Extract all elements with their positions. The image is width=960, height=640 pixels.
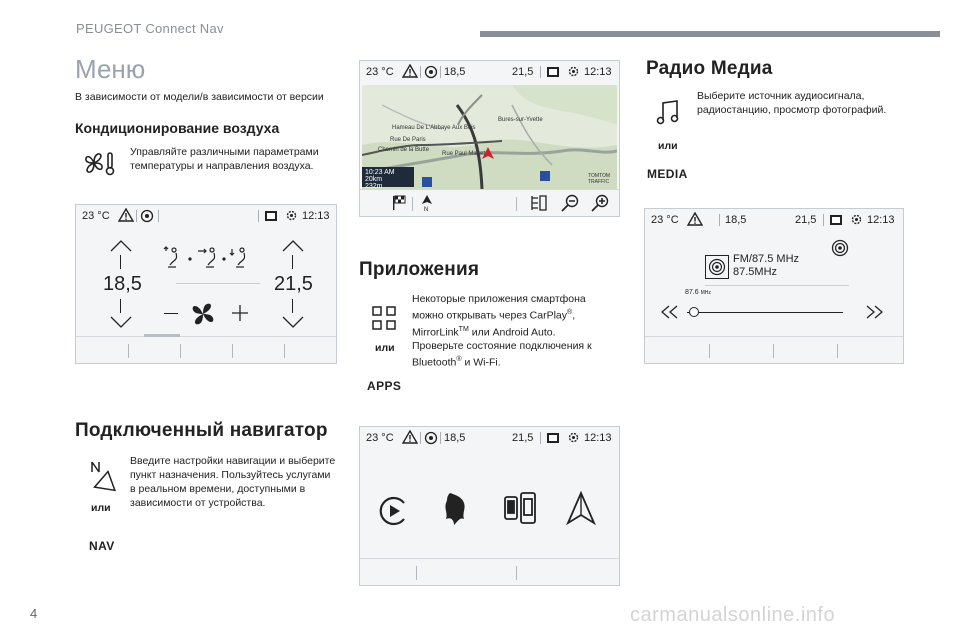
- left-temperature: 18,5: [103, 273, 142, 295]
- navigation-toolbar: [360, 189, 619, 216]
- radio-media-description: Выберите источник аудиосигнала, радиостанцию, просмотр фотографий.: [697, 90, 887, 116]
- destination-flag-icon[interactable]: [392, 195, 406, 216]
- radio-or-label: или: [658, 140, 678, 152]
- climate-heading: Кондиционирование воздуха: [75, 120, 280, 136]
- settings-icon: [284, 208, 299, 226]
- zoom-out-icon[interactable]: [560, 194, 580, 217]
- phone-icon: [546, 65, 560, 82]
- apps-button-label[interactable]: APPS: [367, 379, 402, 393]
- connected-services-icon: [424, 65, 438, 82]
- climate-screen: [75, 204, 337, 364]
- header-bar: [480, 31, 940, 37]
- right-temp-down-button[interactable]: [282, 315, 304, 333]
- frequency-slider-handle[interactable]: [689, 307, 699, 317]
- settings-icon: [566, 64, 581, 82]
- status-bar: 23 °C 18,5 21,5 12:13: [645, 209, 903, 231]
- carplay-icon[interactable]: [378, 495, 410, 532]
- seek-forward-icon[interactable]: [863, 305, 885, 324]
- navigation-app-icon[interactable]: [566, 491, 596, 532]
- climate-bottom-bar: [76, 336, 336, 363]
- status-bar: 23 °C 18,5 21,5 12:13: [360, 427, 619, 449]
- radio-media-heading: Радио Медиа: [646, 58, 773, 79]
- warning-icon: [402, 64, 418, 81]
- climate-description: Управляйте различными параметрами температуры и направления воздуха.: [130, 146, 319, 172]
- warning-icon: [402, 430, 418, 447]
- airflow-modes-icon[interactable]: [162, 245, 254, 278]
- connected-services-icon: [140, 209, 154, 226]
- tomtom-traffic-logo: TOMTOM TRAFFIC: [588, 173, 611, 185]
- watermark: carmanualsonline.info: [630, 604, 836, 626]
- nav-button-label[interactable]: NAV: [89, 539, 115, 553]
- settings-icon: [566, 430, 581, 448]
- clock-time: 12:13: [302, 210, 330, 222]
- radio-broadcast-icon[interactable]: [831, 239, 849, 262]
- navigation-description: Введите настройки навигации и выберите пункт назначения. Пользуйтесь услугами в реальном времени, доступными в зависимости от устройства.: [130, 455, 336, 509]
- map-options-icon[interactable]: [530, 194, 548, 217]
- right-temperature: 21,5: [274, 273, 313, 295]
- phone-icon: [264, 209, 278, 226]
- nav-or-label: или: [91, 502, 111, 514]
- current-frequency-label: 87.6 MHz: [685, 289, 711, 296]
- applications-heading: Приложения: [359, 259, 480, 280]
- connected-services-icon: [424, 431, 438, 448]
- apps-screen: [359, 426, 620, 586]
- media-button-label[interactable]: MEDIA: [647, 167, 688, 181]
- apps-bottom-bar: [360, 558, 619, 585]
- apps-grid-icon: [372, 306, 396, 335]
- fan-decrease-button[interactable]: [164, 313, 178, 314]
- page-number: 4: [30, 606, 38, 621]
- right-temp-up-button[interactable]: [282, 239, 304, 257]
- radio-screen: [644, 208, 904, 364]
- apps-or-label: или: [375, 342, 395, 354]
- warning-icon: [687, 212, 703, 229]
- status-bar: 23 °C 18,5 21,5 12:13: [360, 61, 619, 83]
- phone-icon: [829, 213, 843, 230]
- status-bar: [76, 205, 336, 227]
- applications-description: Некоторые приложения смартфона можно открывать через CarPlay®, MirrorLink™ или Android Auto. Проверьте состояние подключения к Bluetooth® и Wi-Fi.: [412, 293, 592, 369]
- station-antenna-icon: [705, 255, 729, 284]
- fan-increase-button[interactable]: [232, 305, 248, 326]
- svg-text:N: N: [424, 207, 429, 212]
- warning-icon: [118, 208, 134, 225]
- peugeot-lion-icon[interactable]: [440, 491, 470, 532]
- page-title: Меню: [75, 54, 146, 84]
- mirror-screen-icon[interactable]: [502, 491, 538, 532]
- radio-bottom-bar: [645, 336, 903, 363]
- settings-icon: [849, 212, 864, 230]
- seek-back-icon[interactable]: [659, 305, 681, 324]
- phone-icon: [546, 431, 560, 448]
- left-temp-down-button[interactable]: [110, 315, 132, 333]
- music-note-icon: [656, 100, 680, 131]
- zoom-in-icon[interactable]: [590, 194, 610, 217]
- navigation-screen: [359, 60, 620, 217]
- fan-speed-icon: [188, 299, 218, 334]
- frequency-slider[interactable]: [687, 312, 843, 313]
- left-temp-up-button[interactable]: [110, 239, 132, 257]
- menu-subtitle: В зависимости от модели/в зависимости от версии: [75, 91, 324, 103]
- navigation-map[interactable]: 10:23 AM 20km 232m Hameau De L'Abbaye Aux Bois Bures-sur-Yvette Rue De Paris Rue Paul Maget Chemin de la Butte TOMTOM TRAFFIC: [362, 85, 617, 189]
- north-compass-icon[interactable]: [420, 194, 434, 217]
- climate-fan-icon: [82, 150, 116, 176]
- outside-temperature: 23 °C: [82, 210, 110, 222]
- route-info-banner: 10:23 AM 20km 232m: [362, 167, 414, 187]
- header-title: PEUGEOT Connect Nav: [76, 21, 224, 36]
- nav-arrow-icon: [90, 460, 116, 501]
- navigation-heading: Подключенный навигатор: [75, 420, 328, 441]
- station-band: FM/87.5 MHz: [733, 253, 800, 265]
- station-frequency: 87.5MHz: [733, 266, 778, 278]
